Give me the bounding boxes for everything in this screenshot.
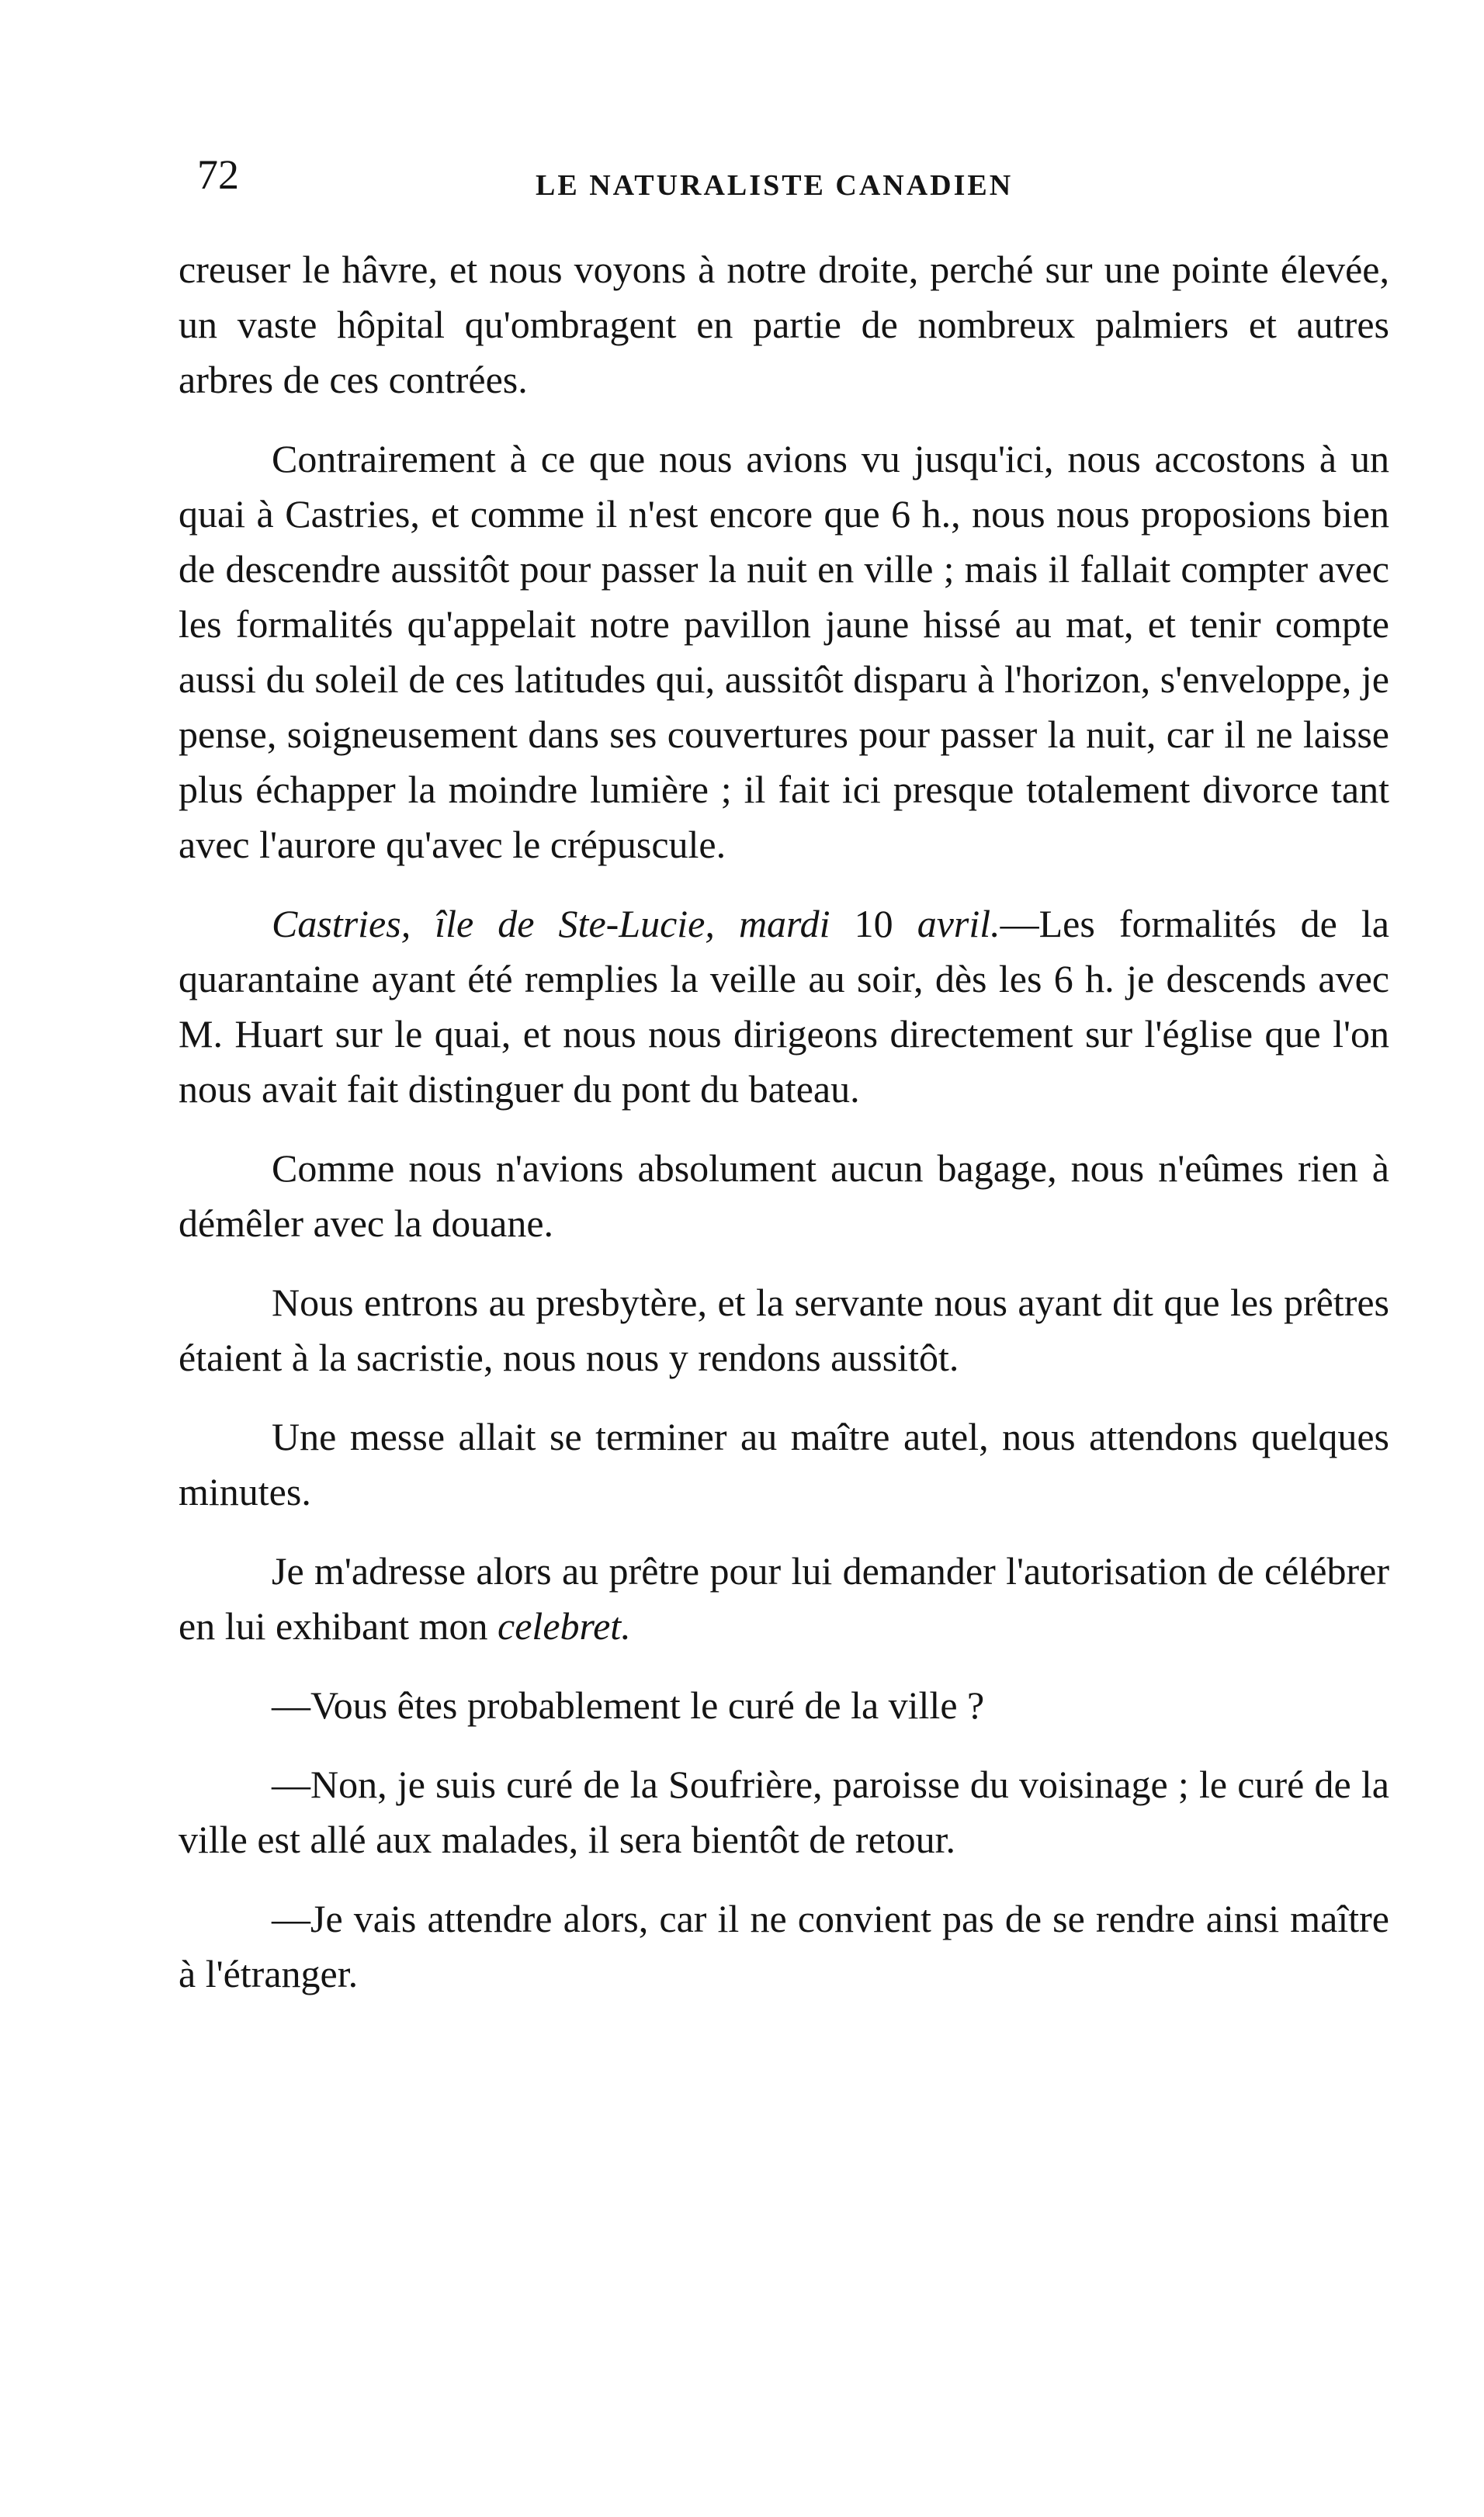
paragraph-customs: Comme nous n'avions absolument aucun bagage, nous n'eûmes rien à démêler avec la douane. xyxy=(179,1146,1389,1245)
dialogue-line-2: —Non, je suis curé de la Soufrière, paroisse du voisinage ; le curé de la ville est allé aux malades, il sera bientôt de retour. xyxy=(179,1763,1389,1861)
body-text xyxy=(179,242,1389,2026)
dateline-day: 10 xyxy=(830,902,917,945)
dialogue-line-3: —Je vais attendre alors, car il ne convient pas de se rendre ainsi maître à l'étranger. xyxy=(179,1897,1389,1995)
dialogue-line-1: —Vous êtes probablement le curé de la ville ? xyxy=(272,1683,985,1727)
paragraph-dated-entry xyxy=(179,896,1389,1117)
running-title: LE NATURALISTE CANADIEN xyxy=(536,169,1014,202)
dateline-place: Castries, île de Ste-Lucie, mardi xyxy=(272,902,830,945)
celebret-text: Je m'adresse alors au prêtre pour lui demander l'autorisation de célébrer en lui exhibant mon xyxy=(179,1549,1389,1648)
dateline-month: avril. xyxy=(917,902,1000,945)
celebret-word: celebret. xyxy=(498,1604,631,1648)
paragraph-continued: creuser le hâvre, et nous voyons à notre droite, perché sur une pointe élevée, un vaste hôpital qu'ombragent en partie de nombreux palmiers et autres arbres de ces contrées. xyxy=(179,248,1389,401)
paragraph-celebret xyxy=(179,1544,1389,1654)
paragraph-castries-arrival: Contrairement à ce que nous avions vu jusqu'ici, nous accostons à un quai à Castries, et comme il n'est encore que 6 h., nous nous proposions bien de descendre aussitôt pour passer la nuit en ville ; mais il fallait compter avec les formalités qu'appelait notre pavillon jaune hissé au mat, et tenir compte aussi du soleil de ces latitudes qui, aussitôt disparu à l'horizon, s'enveloppe, je pense, soigneusement dans ses couvertures pour passer la nuit, car il ne laisse plus échapper la moindre lumière ; il fait ici presque totalement divorce tant avec l'aurore qu'avec le crépuscule. xyxy=(179,437,1389,866)
dated-entry-text: —Les formalités de la quarantaine ayant été remplies la veille au soir, dès les 6 h. je descends avec M. Huart sur le quai, et nous nous dirigeons directement sur l'église que l'on nous avait fait distinguer du pont du bateau. xyxy=(179,902,1389,1111)
paragraph-mass: Une messe allait se terminer au maître autel, nous attendons quelques minutes. xyxy=(179,1415,1389,1513)
running-head xyxy=(186,144,1382,206)
paragraph-presbytery: Nous entrons au presbytère, et la servante nous ayant dit que les prêtres étaient à la sacristie, nous nous y rendons aussitôt. xyxy=(179,1281,1389,1379)
page-number: 72 xyxy=(197,151,239,198)
